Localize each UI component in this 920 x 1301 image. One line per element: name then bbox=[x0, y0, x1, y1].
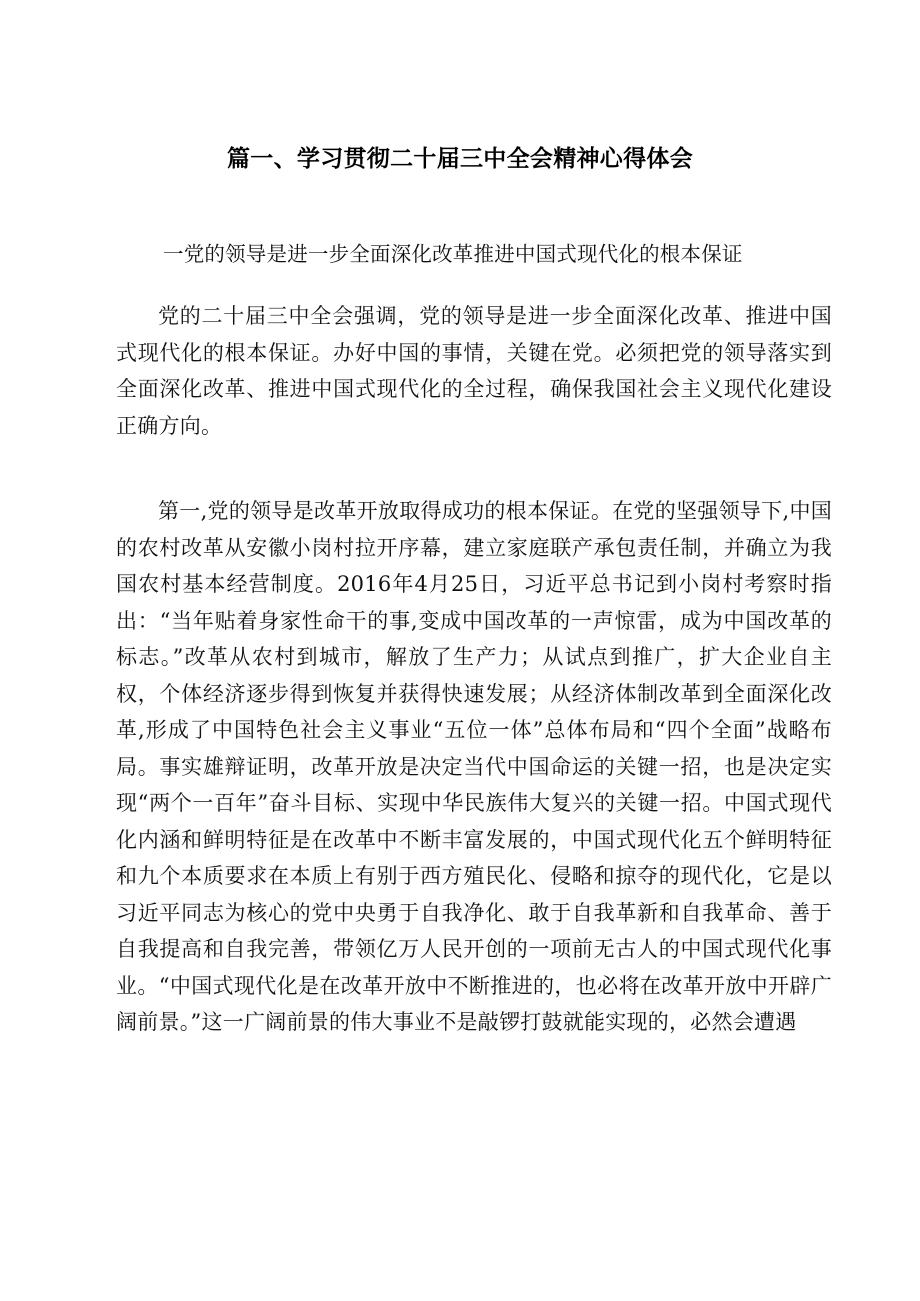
body-paragraph: 党的二十届三中全会强调，党的领导是进一步全面深化改革、推进中国式现代化的根本保证。办好中国的事情，关键在党。必须把党的领导落实到全面深化改革、推进中国式现代化的全过程，确保我国社会主义现代化建设正确方向。 bbox=[116, 304, 832, 438]
body-paragraph: 第一,党的领导是改革开放取得成功的根本保证。在党的坚强领导下,中国的农村改革从安徽小岗村拉开序幕，建立家庭联产承包责任制，并确立为我国农村基本经营制度。2016年4月25日，习近平总书记到小岗村考察时指出：“当年贴着身家性命干的事,变成中国改革的一声惊雷，成为中国改革的标志。”改革从农村到城市，解放了生产力；从试点到推广，扩大企业自主权，个体经济逐步得到恢复并获得快速发展；从经济体制改革到全面深化改革,形成了中国特色社会主义事业“五位一体”总体布局和“四个全面”战略布局。事实雄辩证明，改革开放是决定当代中国命运的关键一招，也是决定实现“两个一百年”奋斗目标、实现中华民族伟大复兴的关键一招。中国式现代化内涵和鲜明特征是在改革中不断丰富发展的，中国式现代化五个鲜明特征和九个本质要求在本质上有别于西方殖民化、侵略和掠夺的现代化，它是以习近平同志为核心的党中央勇于自我净化、敢于自我革新和自我革命、善于自我提高和自我完善，带领亿万人民开创的一项前无古人的中国式现代化事业。“中国式现代化是在改革开放中不断推进的，也必将在改革开放中开辟广阔前景。”这一广阔前景的伟大事业不是敲锣打鼓就能实现的，必然会遭遇 bbox=[116, 499, 832, 1034]
section-subtitle: 一党的领导是进一步全面深化改革推进中国式现代化的根本保证 bbox=[163, 242, 743, 266]
document-title: 篇一、学习贯彻二十届三中全会精神心得体会 bbox=[227, 146, 693, 172]
